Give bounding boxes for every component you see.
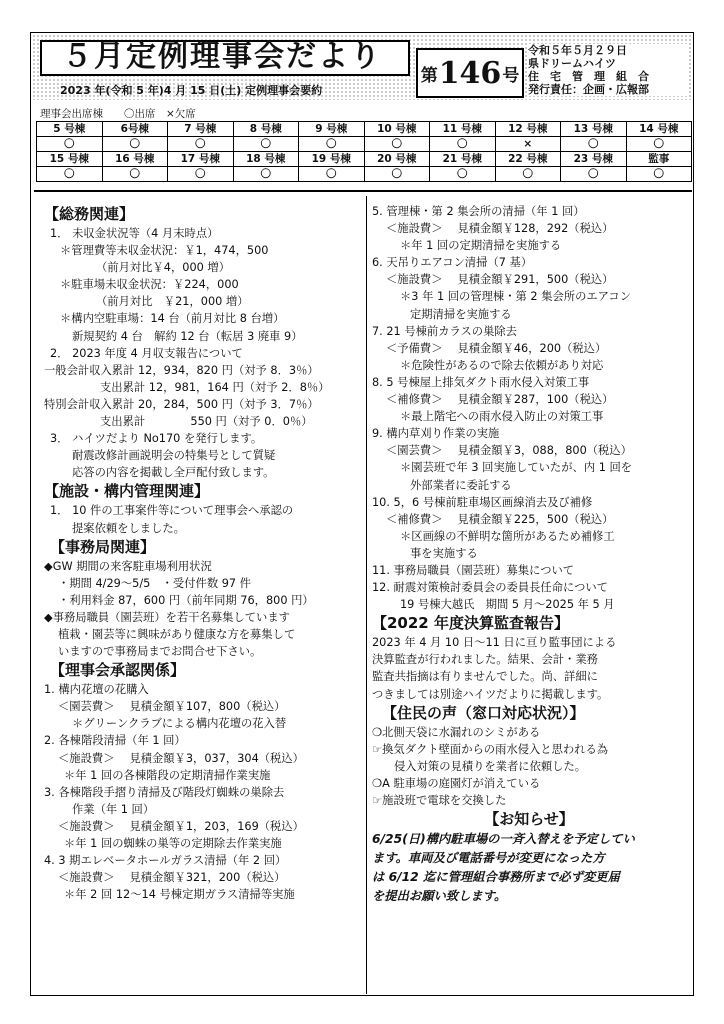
text-line: 特別会計収入累計 20，284，500 円（対予 3．7％） [44,397,319,411]
notice-line: ます。車両及び電話番号が変更になった方 [372,851,605,866]
text-line: ＊最上階宅への雨水侵入防止の対策工事 [400,410,604,424]
building-label: 10 号棟 [364,122,430,137]
attendance-mark: 〇 [561,137,627,152]
attendance-mark-row [37,167,692,182]
column-divider [366,196,367,994]
attendance-mark: 〇 [168,167,234,182]
text-line: ＜施設費＞ 見積金額￥321，200（税込） [58,871,286,885]
text-line: ＊管理費等未収金状況：￥1，474，500 [60,244,269,258]
text-line: ＜施設費＞ 見積金額￥1，203，169（税込） [58,819,304,833]
section-heading: 【事務局関連】 [50,537,156,556]
text-line: ＊年 1 回の定期清掃を実施する [400,239,562,253]
building-label: 5 号棟 [37,122,103,137]
text-line: ＊危険性があるので除去依頼があり対応 [400,358,604,372]
header-divider [34,190,692,192]
attendance-mark: 〇 [233,167,299,182]
building-label: 8 号棟 [233,122,299,137]
text-line: 事を実施する [410,546,478,560]
building-label: 12 号棟 [495,122,561,137]
text-line: 応答の内容を掲載し全戸配付致します。 [72,466,275,480]
building-label: 15 号棟 [37,152,103,167]
attendance-mark: 〇 [102,137,168,152]
text-line: ＊年 1 回の蜘蛛の巣等の定期除去作業実施 [64,837,282,850]
text-line: 1． 10 件の工事案件等について理事会へ承認の [50,504,294,518]
text-line: ◆GW 期間の来客駐車場利用状況 [44,559,212,573]
text-line: 一般会計収入累計 12，934，820 円（対予 8．3％） [44,363,319,377]
attendance-mark: 〇 [364,167,430,182]
text-line: ＜予備費＞ 見積金額￥46，200（税込） [386,341,607,355]
text-line: ☞施設班で電球を交換した [372,794,507,807]
text-line: 作業（年 1 回） [72,802,155,816]
issue-number-box [416,48,524,98]
attendance-mark: 〇 [626,167,692,182]
attendance-mark-row [37,137,692,152]
text-line: ・利用料金 87，600 円（前年同期 76，800 円） [58,593,314,607]
attendance-mark: 〇 [626,137,692,152]
publication-info [528,44,688,96]
text-line: 2． 2023 年度 4 月収支報告について [50,346,243,360]
attendance-mark: 〇 [233,137,299,152]
text-line: 11. 事務局職員（園芸班）募集について [372,563,575,577]
issue-suffix: 号 [502,65,520,86]
text-line: 6. 天吊りエアコン清掃（7 基） [372,256,533,270]
text-line: 提案依頼をしました。 [72,521,185,535]
text-line: ＜施設費＞ 見積金額￥291，500（税込） [386,273,614,287]
text-line: 19 号棟大越氏 期間 5 月～2025 年 5 月 [400,598,615,612]
text-line: 4. 3 期エレベータホールガラス清掃（年 2 回） [44,854,287,868]
text-line: ＊駐車場未収金状況：￥224，000 [60,278,239,292]
text-line: 12. 耐震対策検討委員会の委員長任命について [372,581,608,595]
building-label: 13 号棟 [561,122,627,137]
building-label: 9 号棟 [299,122,365,137]
text-line: 定期清掃を実施する [410,307,512,321]
building-label: 11 号棟 [430,122,496,137]
notice-line: 6/25(日)構内駐車場の一斉入替えを予定してい [372,832,635,847]
building-label: 6号棟 [102,122,168,137]
text-line: ＊3 年 1 回の管理棟・第 2 集会所のエアコン [400,290,632,304]
publisher: 発行責任：企画・広報部 [528,83,649,96]
attendance-caption: 理事会出席棟 〇出席 ×欠席 [40,108,196,120]
building-label: 14 号棟 [626,122,692,137]
building-label: 22 号棟 [495,152,561,167]
notice-line: は 6/12 迄に管理組合事務所まで必ず変更届 [372,870,620,885]
attendance-label-row [37,122,692,137]
text-line: 耐震改修計画説明会の特集号として質疑 [72,449,276,463]
building-label: 20 号棟 [364,152,430,167]
notice-body [372,830,686,906]
text-line: ☞換気ダクト壁面からの雨水侵入と思われる為 [372,742,609,756]
attendance-mark: 〇 [430,167,496,182]
section-heading: 【2022 年度決算監査報告】 [372,614,569,633]
organization-line2: 住 宅 管 理 組 合 [528,70,649,83]
text-line: ＜施設費＞ 見積金額￥3，037，304（税込） [58,751,304,765]
attendance-mark: 〇 [495,167,561,182]
attendance-mark: 〇 [299,137,365,152]
attendance-mark: 〇 [102,167,168,182]
text-line: 1. 構内花壇の花購入 [44,683,149,697]
text-line: （前月対比 ￥21，000 増） [96,295,249,309]
building-label: 23 号棟 [561,152,627,167]
attendance-mark: 〇 [37,167,103,182]
building-label: 18 号棟 [233,152,299,167]
attendance-mark: × [495,137,561,152]
text-line: 8. 5 号棟屋上排気ダクト雨水侵入対策工事 [372,375,590,389]
text-line: ◆事務局職員（園芸班）を若干名募集しています [44,610,290,624]
text-line: 新規契約 4 台 解約 12 台（転居 3 廃車 9） [72,329,303,343]
building-label: 21 号棟 [430,152,496,167]
section-heading: 【住民の声（窓口対応状況）】 [382,703,585,722]
text-line: いますので事務局までお問合せ下さい。 [58,645,262,659]
text-line: 支出累計 12，981，164 円（対予 2．8％） [100,380,330,394]
text-line: （前月対比￥4，000 増） [96,261,231,275]
notice-title: 【お知らせ】 [484,810,574,829]
text-line: ＜施設費＞ 見積金額￥128，292（税込） [386,222,614,236]
right-column [372,203,686,906]
text-line: 2. 各棟階段清掃（年 1 回） [44,734,186,748]
attendance-table [36,121,692,182]
text-line: ＜園芸費＞ 見積金額￥107，800（税込） [58,700,286,714]
text-line: 10. 5，6 号棟前駐車場区画線消去及び補修 [372,495,593,509]
building-label: 7 号棟 [168,122,234,137]
text-line: ＊年 2 回 12～14 号棟定期ガラス清掃等実施 [64,888,295,902]
meeting-subtitle: 2023 年(令和 5 年)4 月 15 日(土) 定例理事会要約 [60,84,323,97]
text-line: ＜補修費＞ 見積金額￥287，100（税込） [386,393,614,407]
section-heading: 【施設・構内管理関連】 [44,482,210,501]
text-line: 2023 年 4 月 10 日～11 日に亘り監事団による [372,636,617,650]
issue-prefix: 第 [420,65,438,86]
attendance-mark: 〇 [364,137,430,152]
building-label: 17 号棟 [168,152,234,167]
text-line: ・期間 4/29～5/5 ・受付件数 97 件 [58,576,251,590]
text-line: ❍A 駐車場の庭園灯が消えている [372,776,541,790]
attendance-mark: 〇 [37,137,103,152]
text-line: つきましては別途ハイツだよりに掲載します。 [372,687,609,701]
text-line: 3． ハイツだより No170 を発行します。 [50,432,263,446]
text-line: ＊園芸班で年 3 回実施していたが、内 1 回を [400,461,633,475]
text-line: 9. 構内草刈り作業の実施 [372,427,500,441]
text-line: 3. 各棟階段手摺り清掃及び階段灯蜘蛛の巣除去 [44,785,285,799]
publication-date: 令和５年５月２９日 [528,44,627,57]
newsletter-title: ５月定例理事会だより [40,40,410,76]
text-line: 侵入対策の見積りを業者に依頼した。 [394,759,587,773]
section-heading: 【理事会承認関係】 [50,661,186,680]
text-line: ＊構内空駐車場：14 台（前月対比 8 台増） [60,312,285,326]
building-label: 19 号棟 [299,152,365,167]
attendance-mark: 〇 [430,137,496,152]
issue-number: 146 [438,55,502,91]
text-line: ＊グリーンクラブによる構内花壇の花入替 [72,717,287,731]
notice-line: を提出お願い致します。 [372,889,507,904]
text-line: 外部業者に委託する [410,478,512,492]
text-line: 1． 未収金状況等（4 月末時点） [50,227,219,240]
attendance-mark: 〇 [561,167,627,182]
section-heading: 【総務関連】 [44,205,135,223]
left-column [44,204,362,903]
attendance-mark: 〇 [168,137,234,152]
attendance-label-row [37,152,692,167]
text-line: 監査共指摘は有りませんでした。尚、詳細に [372,670,598,684]
right-column-body [372,203,686,809]
text-line: 5. 管理棟・第 2 集会所の清掃（年 1 回） [372,205,585,218]
text-line: ＜補修費＞ 見積金額￥225，500（税込） [386,512,614,526]
text-line: 7. 21 号棟前カラスの巣除去 [372,324,517,338]
text-line: 決算監査が行われました。結果、会計・業務 [372,653,598,667]
building-label: 監事 [626,152,692,167]
text-line: ＊年 1 回の各棟階段の定期清掃作業実施 [64,768,271,782]
organization-line1: 県ドリームハイツ [528,57,616,70]
building-label: 16 号棟 [102,152,168,167]
text-line: 支出累計 550 円（対予 0．0％） [100,415,313,429]
text-line: 植栽・園芸等に興味があり健康な方を募集して [58,627,296,641]
attendance-mark: 〇 [299,167,365,182]
text-line: ❍北側天袋に水漏れのシミがある [372,725,541,739]
text-line: ＜園芸費＞ 見積金額￥3，088，800（税込） [386,444,632,458]
text-line: ＊区画線の不鮮明な箇所があるため補修工 [400,529,615,543]
